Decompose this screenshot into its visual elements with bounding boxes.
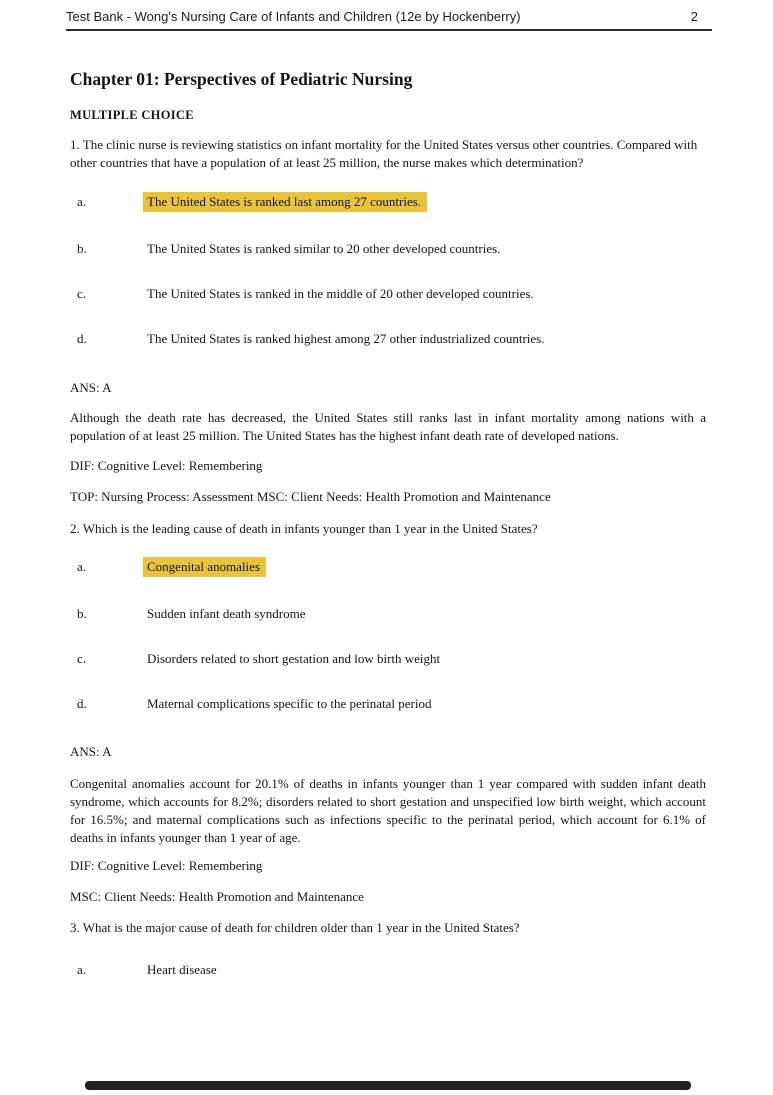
question-1-option-a [70, 193, 706, 211]
option-letter: a. [77, 194, 87, 209]
section-heading: MULTIPLE CHOICE [70, 108, 194, 122]
option-text: Sudden infant death syndrome [147, 606, 306, 621]
highlighted-answer: Congenital anomalies [143, 557, 266, 577]
page-number: 2 [690, 9, 698, 24]
question-1-dif: DIF: Cognitive Level: Remembering [70, 458, 263, 473]
option-letter: a. [77, 559, 87, 574]
option-text: The United States is ranked highest among 27 other industrialized countries. [147, 331, 545, 346]
question-2-dif: DIF: Cognitive Level: Remembering [70, 858, 263, 873]
question-1-text: 1. The clinic nurse is reviewing statistics on infant mortality for the United States versus other countries. Compared with other countries that have a population of at least 25 million, the nurse makes which determination? [70, 137, 698, 170]
question-3-option-a [70, 961, 706, 979]
question-1-top-msc: TOP: Nursing Process: Assessment MSC: Client Needs: Health Promotion and Maintenance [70, 489, 551, 504]
option-letter: c. [77, 286, 87, 301]
question-1-option-b [70, 240, 706, 258]
question-2-option-d [70, 695, 706, 713]
bottom-bar [85, 1081, 691, 1090]
option-text: The United States is ranked similar to 20 other developed countries. [147, 241, 501, 256]
option-letter: b. [77, 606, 87, 621]
question-2-option-a [70, 558, 706, 576]
option-letter: b. [77, 241, 87, 256]
option-letter: d. [77, 696, 87, 711]
option-text: Disorders related to short gestation and low birth weight [147, 651, 441, 666]
option-letter: a. [77, 962, 87, 977]
question-1-rationale: Although the death rate has decreased, the United States still ranks last in infant mortality among nations with a population of at least 25 million. The United States has the highest infant death rate of developed nations. [70, 410, 706, 443]
question-2-option-c [70, 650, 706, 668]
question-2-option-b [70, 605, 706, 623]
page-content [70, 0, 706, 979]
question-1-option-c [70, 285, 706, 303]
question-2-text: 2. Which is the leading cause of death in infants younger than 1 year in the United States? [70, 521, 538, 536]
chapter-title: Chapter 01: Perspectives of Pediatric Nursing [70, 69, 413, 89]
question-3-text: 3. What is the major cause of death for children older than 1 year in the United States? [70, 920, 520, 935]
question-1-option-d [70, 330, 706, 348]
question-2-msc: MSC: Client Needs: Health Promotion and Maintenance [70, 889, 364, 904]
header-title: Test Bank - Wong's Nursing Care of Infants and Children (12e by Hockenberry) [66, 9, 521, 24]
question-2-answer: ANS: A [70, 744, 112, 759]
option-text: Maternal complications specific to the perinatal period [147, 696, 432, 711]
option-letter: c. [77, 651, 87, 666]
question-1-answer: ANS: A [70, 380, 112, 395]
option-text: The United States is ranked in the middle of 20 other developed countries. [147, 286, 534, 301]
question-2-rationale: Congenital anomalies account for 20.1% of deaths in infants younger than 1 year compared with sudden infant death syndrome, which accounts for 8.2%; disorders related to short gestation and unspecified low birth weight, which account for 16.5%; and maternal complications such as infections specific to the perinatal period, which account for 6.1% of deaths in infants younger than 1 year of age. [70, 776, 706, 845]
option-text: Heart disease [147, 962, 217, 977]
option-letter: d. [77, 331, 87, 346]
highlighted-answer: The United States is ranked last among 27 countries. [143, 192, 427, 212]
